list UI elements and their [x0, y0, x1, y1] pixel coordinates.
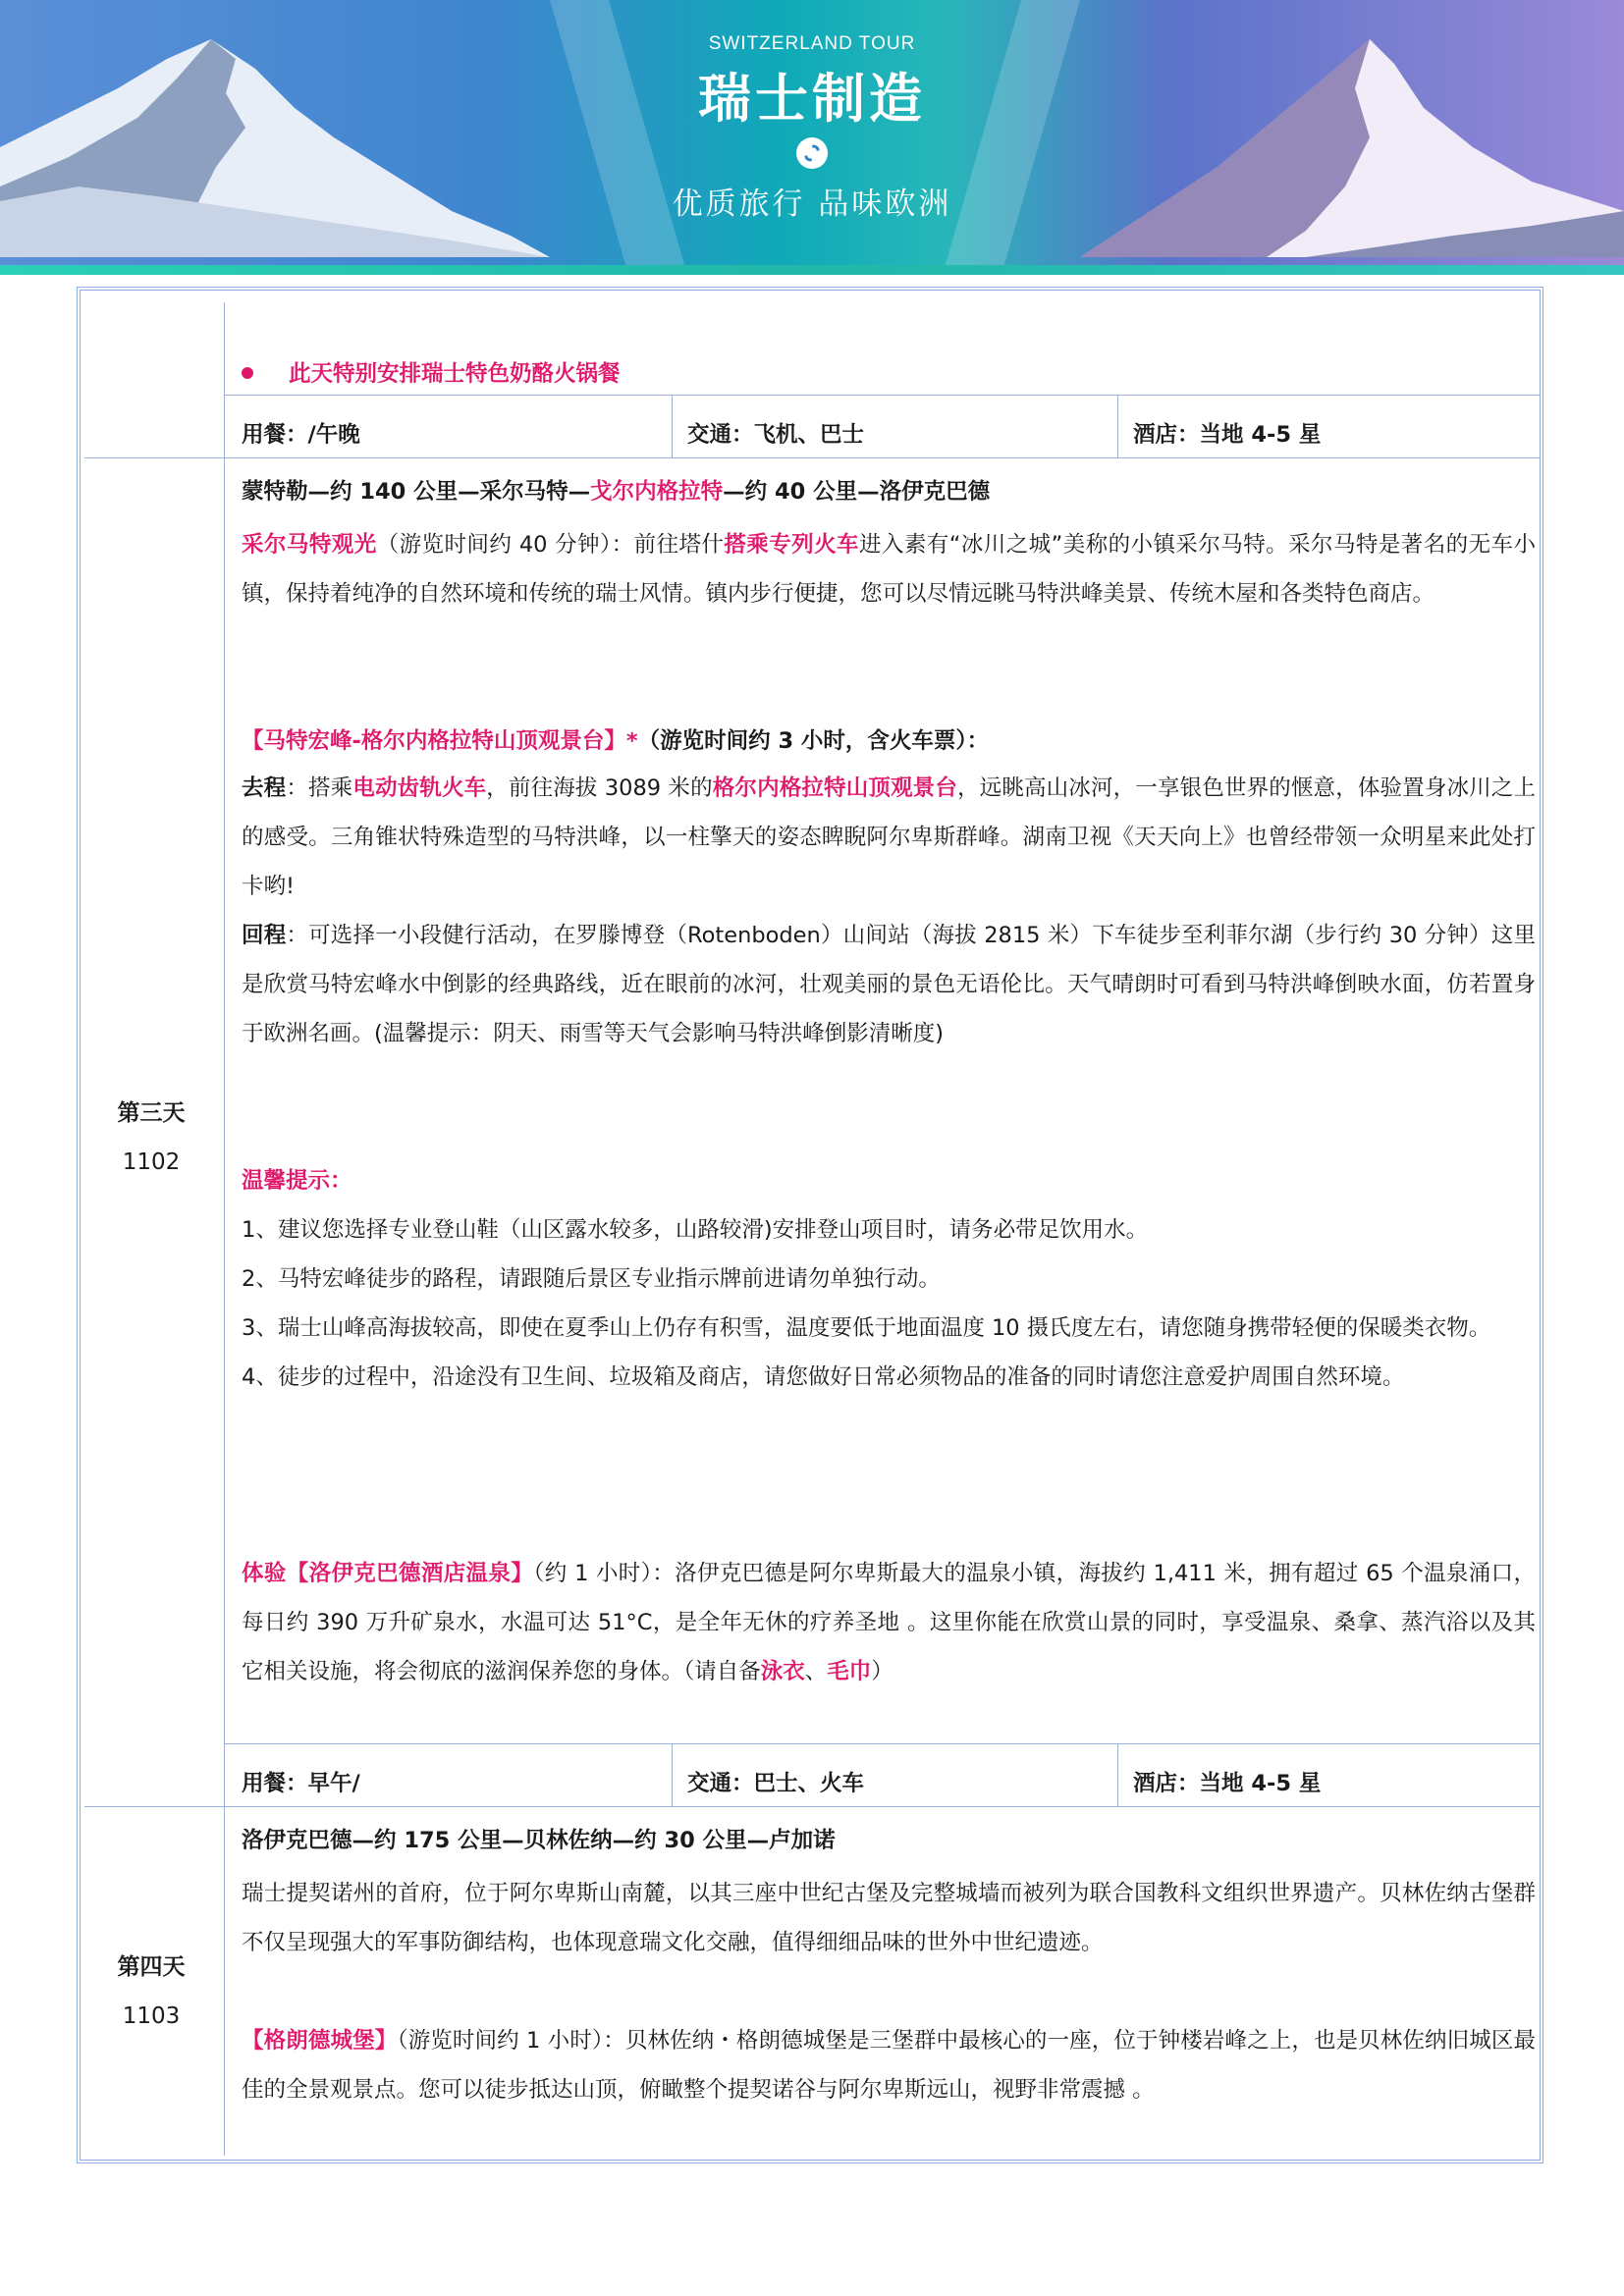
day4-route: 洛伊克巴德—约 175 公里—贝林佐纳—约 30 公里—卢加诺: [242, 1828, 836, 1853]
day3-hotspring-paragraph: 体验【洛伊克巴德酒店温泉】（约 1 小时）：洛伊克巴德是阿尔卑斯最大的温泉小镇，海拔约 1,411 米，拥有超过 65 个温泉涌口，每日约 390 万升矿泉水，水温可达 51°C，是全年无休的疗养圣地 。这里你能在欣赏山景的同时，享受温泉、桑拿、蒸汽浴以及其它相关设施，将会彻底的滋润保养您的身体。（请自备泳衣、毛巾）: [242, 1561, 1536, 1684]
bullet-icon: [242, 367, 253, 379]
brand-logo-icon: [796, 137, 828, 169]
day4-bellinzona-paragraph: 瑞士提契诺州的首府，位于阿尔卑斯山南麓，以其三座中世纪古堡及完整城墙而被列为联合国教科文组织世界遗产。贝林佐纳古堡群不仅呈现强大的军事防御结构，也体现意瑞文化交融，值得细细品味的世外中世纪遗迹。: [242, 1881, 1536, 1955]
table-rule: [1117, 395, 1118, 457]
day3-return-paragraph: 回程：可选择一小段健行活动，在罗滕博登（Rotenboden）山间站（海拔 2815 米）下车徒步至利菲尔湖（步行约 30 分钟）这里是欣赏马特宏峰水中倒影的经典路线，近在眼前的冰河，壮观美丽的景色无语伦比。天气晴朗时可看到马特洪峰倒映水面，仿若置身于欧洲名画。(温馨提示：阴天、雨雪等天气会影响马特洪峰倒影清晰度): [242, 923, 1536, 1046]
table-rule: [84, 1806, 1540, 1807]
tip-item: 4、徒步的过程中，沿途没有卫生间、垃圾箱及商店，请您做好日常必须物品的准备的同时请您注意爱护周围自然环境。: [242, 1364, 1405, 1390]
banner-slogan: 优质旅行 品味欧洲: [672, 187, 952, 222]
table-column-divider: [224, 302, 225, 2156]
banner-divider: [0, 265, 1624, 275]
banner-title: 瑞士制造: [698, 68, 926, 130]
table-rule: [224, 395, 1540, 396]
table-rule: [1117, 1743, 1118, 1806]
table-rule: [84, 457, 1540, 458]
table-rule: [224, 1743, 1540, 1744]
table-rule: [672, 395, 673, 457]
day3-tips-title: 温馨提示：: [242, 1168, 352, 1194]
day4-castle-paragraph: 【格朗德城堡】（游览时间约 1 小时）：贝林佐纳・格朗德城堡是三堡群中最核心的一座，位于钟楼岩峰之上，也是贝林佐纳旧城区最佳的全景观景点。您可以徒步抵达山顶，俯瞰整个提契诺谷与阿尔卑斯远山，视野非常震撼 。: [242, 2028, 1536, 2103]
transport-info: 交通：巴士、火车: [687, 1771, 865, 1796]
day3-gornergrat-title: 【马特宏峰-格尔内格拉特山顶观景台】*（游览时间约 3 小时，含火车票）：: [242, 728, 990, 754]
day-date: 1102: [122, 1149, 181, 1175]
transport-info: 交通：飞机、巴士: [687, 422, 865, 448]
tip-item: 2、马特宏峰徒步的路程，请跟随后景区专业指示牌前进请勿单独行动。: [242, 1266, 941, 1292]
table-rule: [672, 1743, 673, 1806]
day-date: 1103: [122, 2003, 181, 2029]
day3-zermatt-paragraph: 采尔马特观光（游览时间约 40 分钟）：前往塔什搭乘专列火车进入素有“冰川之城”美称的小镇采尔马特。采尔马特是著名的无车小镇，保持着纯净的自然环境和传统的瑞士风情。镇内步行便捷，您可以尽情远眺马特洪峰美景、传统木屋和各类特色商店。: [242, 532, 1536, 607]
tip-item: 3、瑞士山峰高海拔较高，即使在夏季山上仍存有积雪，温度要低于地面温度 10 摄氏度左右，请您随身携带轻便的保暖类衣物。: [242, 1315, 1491, 1341]
hotel-info: 酒店：当地 4-5 星: [1133, 422, 1322, 448]
meals-info: 用餐：/午晚: [242, 422, 360, 448]
tip-item: 1、建议您选择专业登山鞋（山区露水较多，山路较滑)安排登山项目时，请务必带足饮用水。: [242, 1217, 1149, 1243]
day-label: 第三天: [117, 1100, 186, 1126]
day3-route: 蒙特勒—约 140 公里—采尔马特—戈尔内格拉特—约 40 公里—洛伊克巴德: [242, 479, 991, 505]
header-banner: [0, 0, 1624, 275]
meals-info: 用餐：早午/: [242, 1771, 360, 1796]
banner-subtitle: SWITZERLAND TOUR: [708, 33, 916, 54]
day3-outbound-paragraph: 去程：搭乘电动齿轨火车，前往海拔 3089 米的格尔内格拉特山顶观景台，远眺高山冰河，一享银色世界的惬意，体验置身冰川之上的感受。三角锥状特殊造型的马特洪峰，以一柱擎天的姿态睥睨阿尔卑斯群峰。湖南卫视《天天向上》也曾经带领一众明星来此处打卡哟!: [242, 775, 1536, 899]
day-label: 第四天: [117, 1954, 186, 1980]
day3-tips-list: [242, 1205, 1536, 1402]
hotel-info: 酒店：当地 4-5 星: [1133, 1771, 1322, 1796]
day2-highlight: 此天特别安排瑞士特色奶酪火锅餐: [242, 355, 621, 393]
